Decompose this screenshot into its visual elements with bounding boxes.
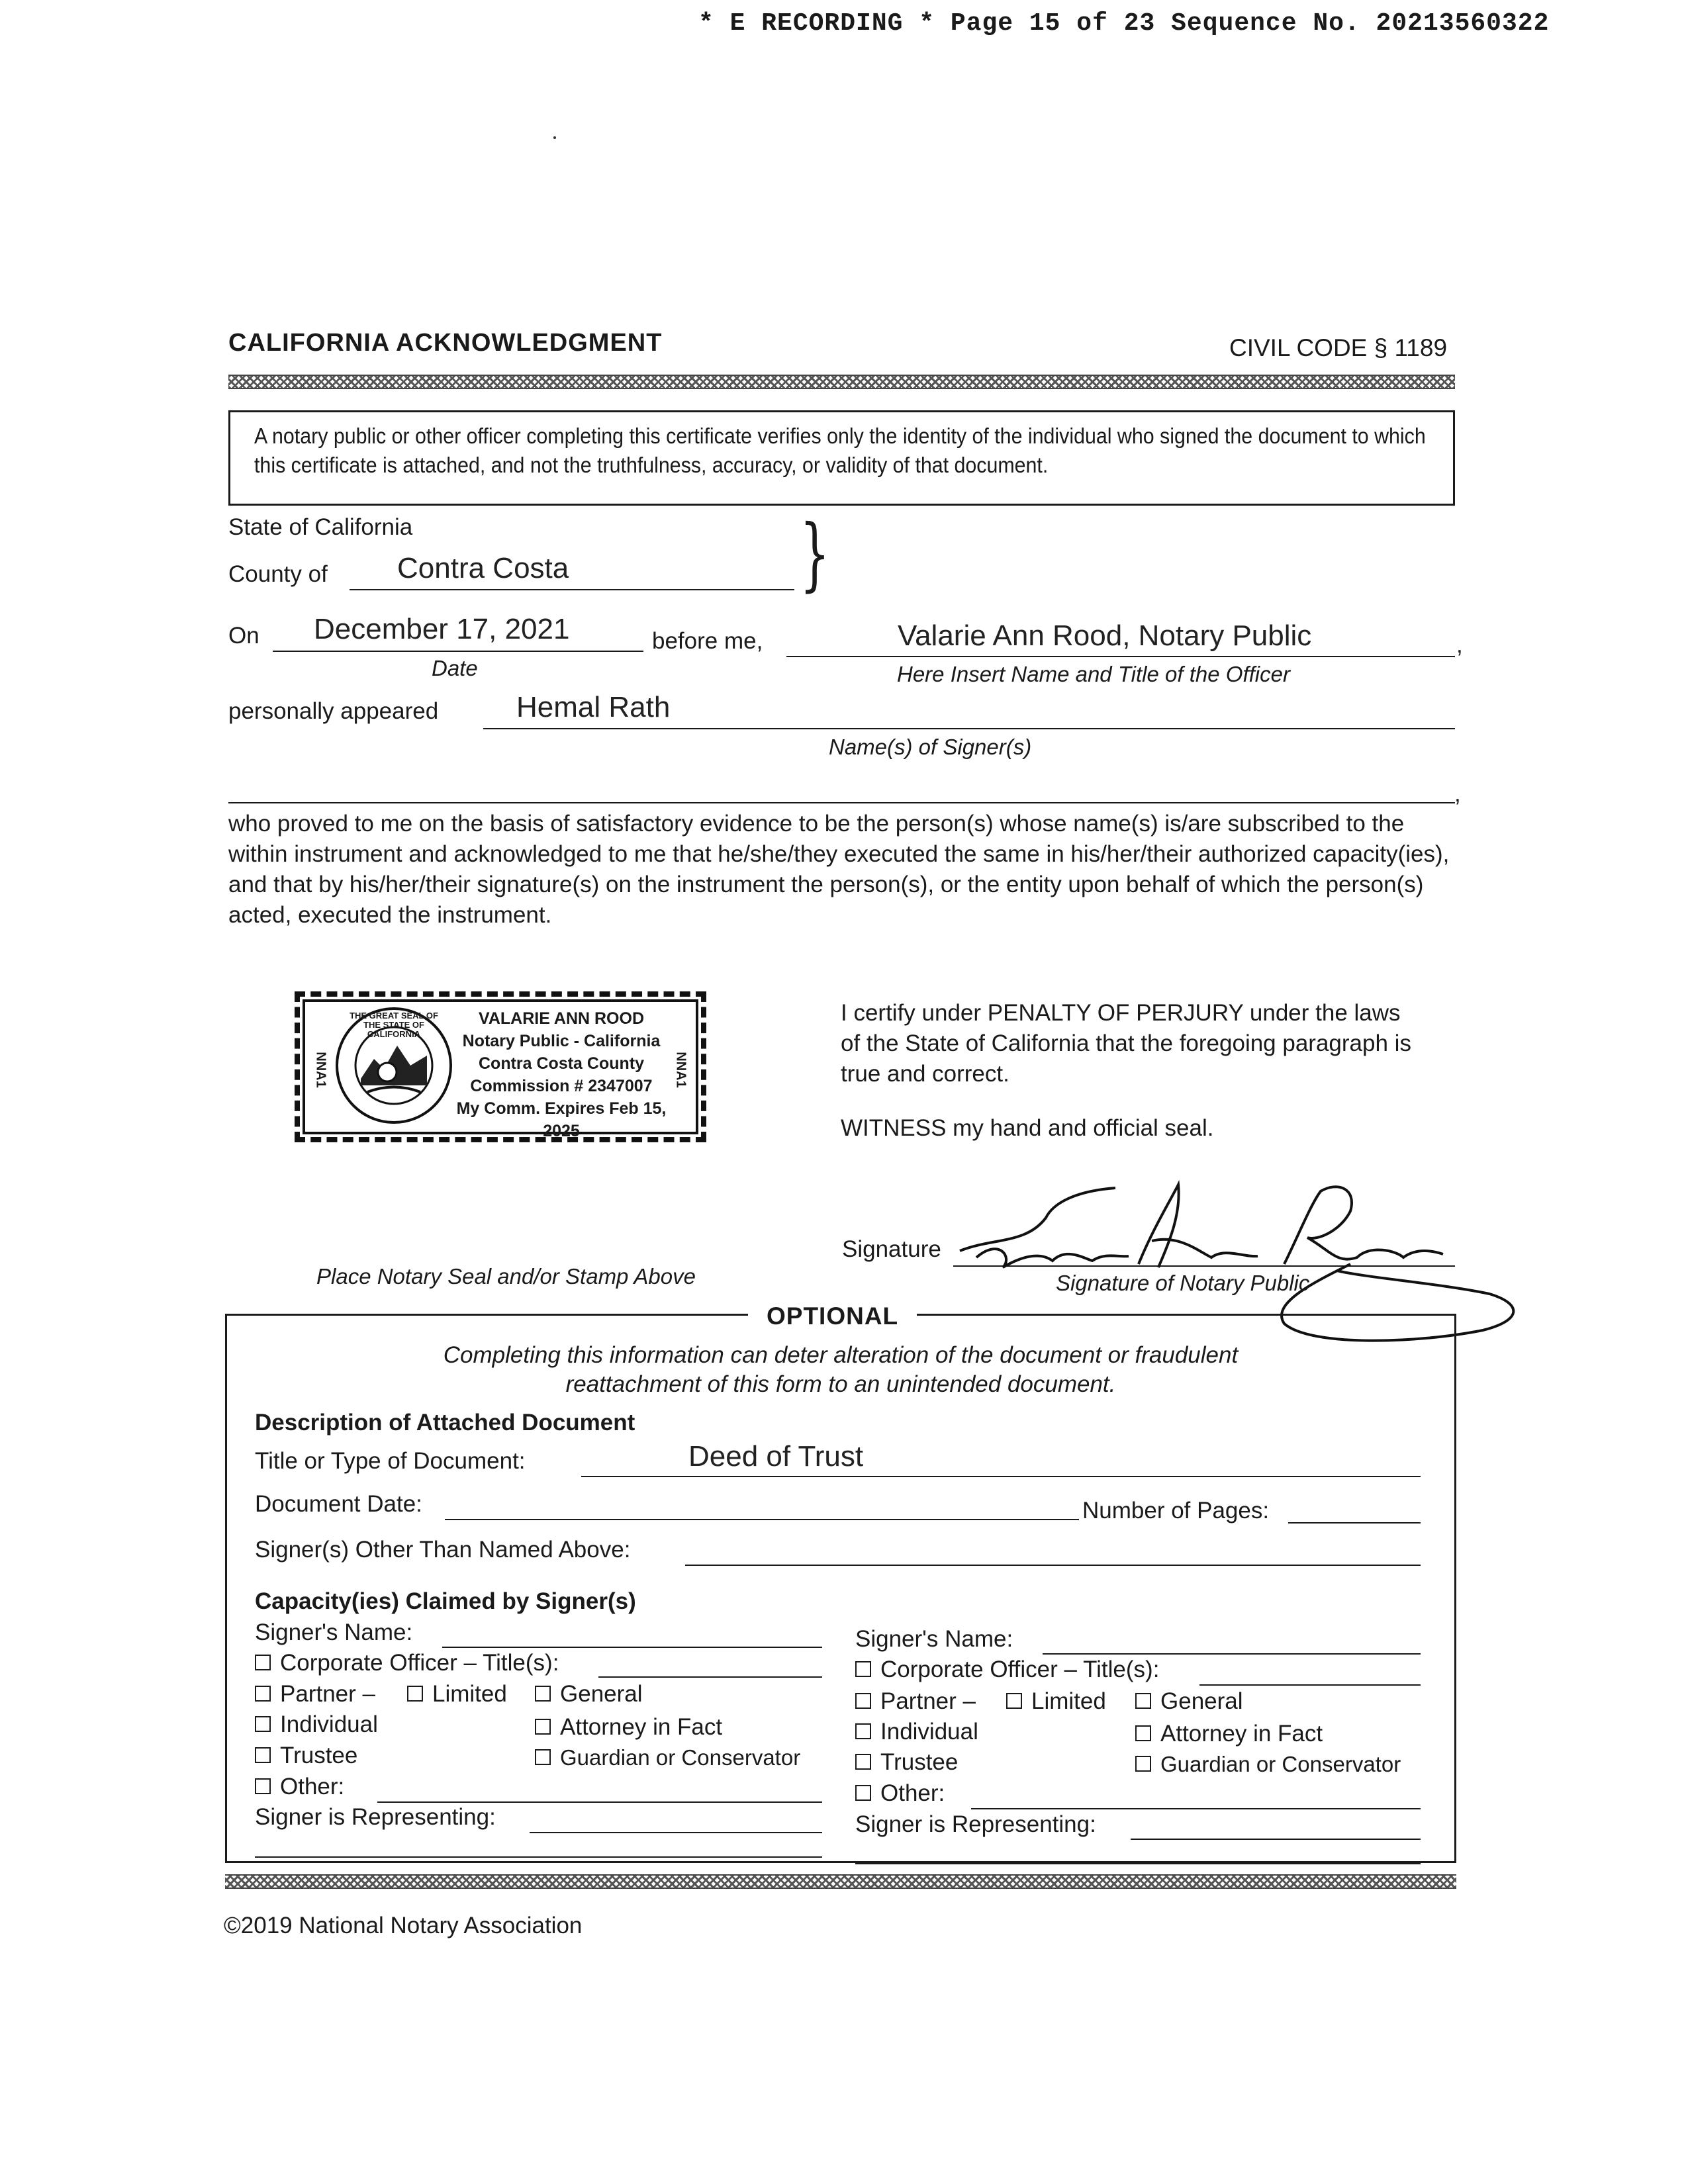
signer-name-line-left: [442, 1647, 822, 1648]
title-label: Title or Type of Document:: [255, 1448, 526, 1474]
date-value: December 17, 2021: [314, 613, 570, 645]
individual-option-right[interactable]: Individual: [855, 1719, 978, 1745]
form-title: CALIFORNIA ACKNOWLEDGMENT: [228, 329, 663, 357]
other-signers-label: Signer(s) Other Than Named Above:: [255, 1537, 631, 1563]
date-caption: Date: [432, 656, 478, 680]
other-signers-line: [685, 1565, 1421, 1566]
doc-date-line: [445, 1519, 1079, 1520]
seal-caption: Place Notary Seal and/or Stamp Above: [316, 1264, 696, 1289]
other-line-left: [377, 1801, 822, 1803]
officer-value: Valarie Ann Rood, Notary Public: [898, 619, 1312, 652]
date-line: [273, 651, 643, 652]
corporate-option-left[interactable]: Corporate Officer – Title(s):: [255, 1650, 559, 1676]
copyright-footer: ©2019 National Notary Association: [224, 1913, 583, 1938]
trustee-checkbox-right[interactable]: [855, 1754, 871, 1770]
seal-name: VALARIE ANN ROOD: [479, 1009, 644, 1028]
other-option-right[interactable]: Other:: [855, 1780, 945, 1807]
other-checkbox-left[interactable]: [255, 1778, 271, 1794]
signer-line-2: [228, 802, 1455, 803]
signer-name-label-right: Signer's Name:: [855, 1626, 1013, 1652]
guardian-option-left[interactable]: Guardian or Conservator: [535, 1745, 800, 1770]
attorney-checkbox-right[interactable]: [1135, 1725, 1151, 1741]
officer-comma: ,: [1456, 632, 1463, 658]
other-option-left[interactable]: Other:: [255, 1774, 344, 1800]
title-value: Deed of Trust: [688, 1440, 864, 1473]
corporate-option-right[interactable]: Corporate Officer – Title(s):: [855, 1657, 1159, 1683]
officer-line: [786, 656, 1455, 657]
limited-option-right[interactable]: Limited: [1006, 1688, 1106, 1715]
guardian-checkbox-right[interactable]: [1135, 1756, 1151, 1772]
general-checkbox-left[interactable]: [535, 1686, 551, 1702]
corporate-line-right: [1199, 1684, 1421, 1686]
notice-box: [228, 410, 1455, 506]
representing-label-right: Signer is Representing:: [855, 1811, 1096, 1837]
pages-line: [1288, 1522, 1421, 1524]
other-checkbox-right[interactable]: [855, 1785, 871, 1801]
county-line: [350, 589, 794, 590]
limited-option-left[interactable]: Limited: [407, 1681, 507, 1707]
pages-label: Number of Pages:: [1082, 1498, 1270, 1524]
certify-text: I certify under PENALTY OF PERJURY under the laws of the State of California that the foregoing paragraph is true and correct.: [841, 1000, 1411, 1087]
signer-name-line-right: [1043, 1653, 1421, 1655]
signer-line: [483, 728, 1455, 729]
corporate-checkbox-right[interactable]: [855, 1661, 871, 1677]
optional-heading: OPTIONAL: [748, 1302, 917, 1330]
signature-label: Signature: [842, 1236, 941, 1262]
individual-checkbox-left[interactable]: [255, 1716, 271, 1732]
capacity-heading: Capacity(ies) Claimed by Signer(s): [255, 1588, 636, 1614]
corporate-checkbox-left[interactable]: [255, 1655, 271, 1670]
before-me-label: before me,: [652, 628, 763, 654]
state-label: State of California: [228, 514, 413, 540]
representing-line-left: [530, 1832, 822, 1833]
general-option-right[interactable]: General: [1135, 1688, 1243, 1715]
civil-code: CIVIL CODE § 1189: [1229, 334, 1448, 361]
on-label: On: [228, 623, 259, 649]
top-border-pattern: [228, 375, 1455, 389]
seal-side-code-right: NNA1: [673, 1051, 688, 1088]
title-line: [581, 1476, 1421, 1477]
signer-line-comma: ,: [1454, 781, 1461, 807]
representing-line-right: [1131, 1839, 1421, 1840]
doc-date-label: Document Date:: [255, 1491, 422, 1517]
representing-label-left: Signer is Representing:: [255, 1804, 496, 1830]
signature-caption: Signature of Notary Public: [1056, 1271, 1310, 1295]
seal-line-3: Contra Costa County: [479, 1054, 644, 1073]
county-brace: }: [800, 508, 830, 600]
recording-header: * E RECORDING * Page 15 of 23 Sequence No. 20213560322: [698, 9, 1550, 38]
proof-paragraph: who proved to me on the basis of satisfactory evidence to be the person(s) whose name(s) is/are subscribed to the within instrument and acknowledged to me that he/she/they executed the same in his/her/their authorized capacity(ies), and that by his/her/their signature(s) on the instrument the person(s), or the entity upon behalf of which the person(s) acted, executed the instrument.: [228, 811, 1450, 928]
signer-name-label-left: Signer's Name:: [255, 1619, 413, 1645]
corporate-line-left: [598, 1676, 822, 1678]
guardian-checkbox-left[interactable]: [535, 1749, 551, 1765]
trustee-option-left[interactable]: Trustee: [255, 1743, 357, 1769]
representing-line-right-2: [855, 1863, 1421, 1864]
partner-checkbox-right[interactable]: [855, 1693, 871, 1709]
partner-option-left[interactable]: Partner –: [255, 1681, 375, 1707]
notary-seal: [295, 991, 706, 1142]
guardian-option-right[interactable]: Guardian or Conservator: [1135, 1752, 1401, 1777]
notice-text: A notary public or other officer completing this certificate verifies only the identity of the individual who signed the document to which this certificate is attached, and not the truthfulness, accuracy, or validity of that document.: [254, 424, 1426, 477]
general-option-left[interactable]: General: [535, 1681, 643, 1707]
general-checkbox-right[interactable]: [1135, 1693, 1151, 1709]
other-line-right: [971, 1808, 1421, 1809]
seal-line-2: Notary Public - California: [462, 1032, 661, 1050]
attorney-option-right[interactable]: Attorney in Fact: [1135, 1721, 1323, 1747]
seal-emblem-text: THE GREAT SEAL OF THE STATE OF CALIFORNIA: [350, 1011, 438, 1039]
individual-checkbox-right[interactable]: [855, 1723, 871, 1739]
individual-option-left[interactable]: Individual: [255, 1711, 378, 1738]
county-value: Contra Costa: [397, 552, 569, 584]
bottom-border-pattern: [225, 1874, 1456, 1889]
trustee-checkbox-left[interactable]: [255, 1747, 271, 1763]
partner-checkbox-left[interactable]: [255, 1686, 271, 1702]
limited-checkbox-left[interactable]: [407, 1686, 423, 1702]
signer-caption: Name(s) of Signer(s): [829, 735, 1032, 759]
trustee-option-right[interactable]: Trustee: [855, 1749, 958, 1776]
seal-side-code-left: NNA1: [313, 1051, 328, 1088]
signer-value: Hemal Rath: [516, 691, 671, 723]
county-label: County of: [228, 561, 328, 587]
witness-text: WITNESS my hand and official seal.: [841, 1115, 1214, 1141]
seal-line-5: My Comm. Expires Feb 15, 2025: [456, 1099, 667, 1140]
representing-line-left-2: [255, 1856, 822, 1858]
attorney-checkbox-left[interactable]: [535, 1719, 551, 1735]
speck-mark: [553, 136, 556, 139]
seal-line-4: Commission # 2347007: [470, 1077, 653, 1095]
desc-heading: Description of Attached Document: [255, 1410, 635, 1435]
optional-intro: Completing this information can deter alteration of the document or fraudulent reattachment of this form to an unintended document.: [443, 1342, 1239, 1397]
officer-caption: Here Insert Name and Title of the Officer: [897, 662, 1290, 686]
limited-checkbox-right[interactable]: [1006, 1693, 1022, 1709]
partner-option-right[interactable]: Partner –: [855, 1688, 976, 1715]
attorney-option-left[interactable]: Attorney in Fact: [535, 1714, 722, 1741]
appeared-label: personally appeared: [228, 698, 439, 724]
